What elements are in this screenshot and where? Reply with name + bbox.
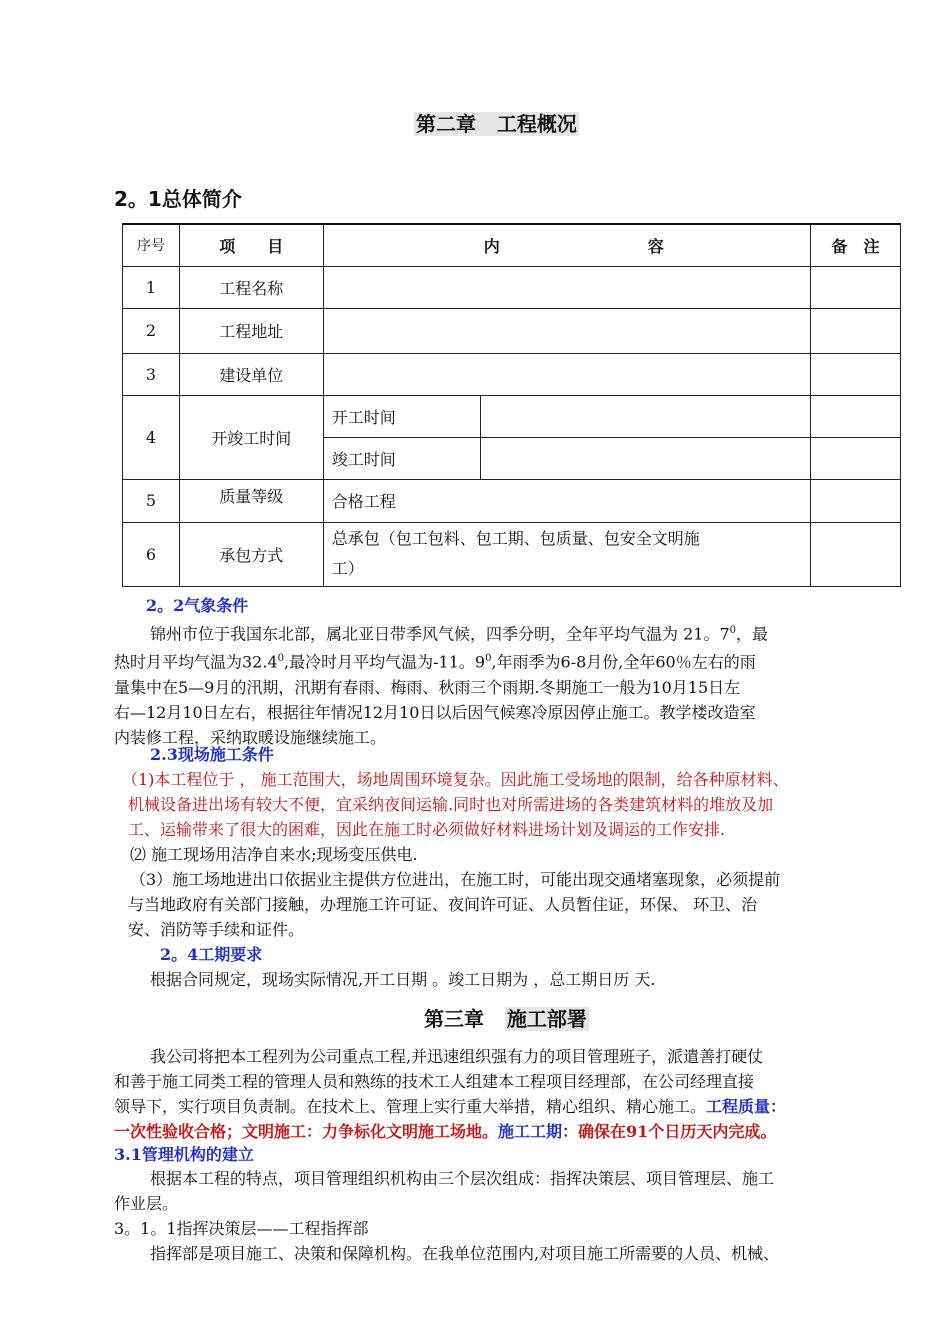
chapter-label: 第二章	[416, 112, 476, 136]
climate-text: ,年雨季为6-8月份,全年60％左右的雨	[491, 652, 756, 672]
climate-text: ，最	[736, 624, 769, 644]
row-content: 合格工程	[323, 479, 810, 522]
section-2-4-title: 2。4工期要求	[160, 945, 263, 964]
org-text: 根据本工程的特点，项目管理组织机构由三个层次组成：指挥决策层、项目管理层、施工	[150, 1169, 775, 1188]
row-content-line: 总承包（包工包料、包工期、包质量、包安全文明施	[331, 529, 700, 548]
climate-text: 内装修工程，采纳取暖设施继续施工。	[114, 727, 387, 747]
table-row	[123, 522, 901, 586]
section-2-2-title: 2。2气象条件	[146, 596, 249, 615]
intro-text: 和善于施工同类工程的管理人员和熟练的技术工人组建本工程项目经理部，在公司经理直接	[114, 1072, 755, 1091]
row-no: 3	[123, 353, 180, 395]
section-2-3-body	[114, 767, 914, 942]
table-row	[123, 395, 901, 437]
site-text: （3）施工场地进出口依据业主提供方位进出，在施工时，可能出现交通堵塞现象，必须提前	[130, 870, 781, 889]
org-text: 指挥部是项目施工、决策和保障机构。在我单位范围内,对项目施工所需要的人员、机械、	[150, 1244, 780, 1263]
degree-mark: 0	[277, 653, 285, 665]
row-sub-end-value	[480, 437, 811, 479]
section-2-3-title: 2.3现场施工条件	[150, 745, 274, 764]
row-content	[323, 308, 810, 353]
row-remark	[811, 308, 901, 353]
table-row	[123, 308, 901, 353]
chapter-3-title	[424, 1003, 589, 1032]
chapter-name: 工程概况	[496, 112, 577, 136]
chapter-2-title	[414, 108, 579, 137]
row-sub-end: 竣工时间	[323, 437, 480, 479]
row-no: 2	[123, 308, 180, 353]
row-item: 开竣工时间	[179, 395, 323, 479]
row-remark	[811, 479, 901, 522]
degree-mark: 0	[729, 625, 737, 636]
row-item: 建设单位	[179, 353, 323, 395]
quality-label: 工程质量：	[706, 1097, 787, 1116]
site-text: 安、消防等手续和证件。	[128, 920, 305, 939]
row-item: 质量等级	[179, 479, 323, 522]
intro-text: 领导下，实行项目负责制。在技术上、管理上实行重大举措，精心组织、精心施工。	[114, 1097, 707, 1116]
row-remark	[811, 266, 901, 308]
site-text-red: 工、运输带来了很大的困难，因此在施工时必须做好材料进场计划及调运的工作安排.	[128, 820, 726, 839]
period-label: 施工工期：	[498, 1122, 579, 1141]
row-no: 5	[123, 479, 180, 522]
chapter-name: 施工部署	[506, 1007, 587, 1031]
header-content	[323, 224, 810, 266]
subsection-3-1-1-title: 3。1。1指挥决策层——工程指挥部	[114, 1219, 369, 1238]
row-remark	[811, 522, 901, 586]
civil-value: 力争标化文明施工场地。	[322, 1122, 499, 1141]
row-remark	[811, 353, 901, 395]
row-content-line: 工）	[331, 559, 364, 578]
section-2-1-title: 2。1总体简介	[114, 187, 242, 211]
site-text-red: （1)本工程位于 ， 施工范围大，场地周围环境复杂。因此施工受场地的限制，给各种原材料、	[122, 770, 789, 789]
header-content-b: 容	[647, 236, 664, 256]
climate-text: ,最冷时月平均气温为-11。9	[284, 652, 486, 672]
climate-text: 锦州市位于我国东北部，属北亚日带季风气候，四季分明，全年平均气温为 21。7	[150, 624, 730, 644]
header-no: 序号	[123, 224, 180, 266]
deployment-intro	[114, 1044, 914, 1144]
row-no: 4	[123, 395, 180, 479]
site-text: ⑵ 施工现场用洁净自来水;现场变压供电.	[130, 845, 418, 864]
row-item: 工程地址	[179, 308, 323, 353]
row-no: 6	[123, 522, 180, 586]
row-sub-start-value	[480, 395, 811, 437]
quality-value: 一次性验收合格；文明施工：	[114, 1122, 323, 1141]
section-2-2-body	[114, 618, 914, 750]
table-row	[123, 353, 901, 395]
period-value: 确保在91个日历天内完成。	[578, 1122, 777, 1141]
table-row	[123, 479, 901, 522]
row-item: 承包方式	[179, 522, 323, 586]
section-3-1-body	[114, 1166, 914, 1266]
intro-text: 我公司将把本工程列为公司重点工程,并迅速组织强有力的项目管理班子，派遣善打硬仗	[150, 1047, 764, 1066]
org-text: 作业层。	[114, 1194, 179, 1213]
table-row	[123, 266, 901, 308]
overview-table	[122, 223, 901, 587]
climate-text: 右—12月10日左右，根据往年情况12月10日以后因气候寒冷原因停止施工。教学楼改造室	[114, 702, 756, 722]
row-sub-start: 开工时间	[323, 395, 480, 437]
header-remark: 备 注	[811, 224, 901, 266]
site-text: 与当地政府有关部门接触，办理施工许可证、夜间许可证、人员暂住证，环保、 环卫、治	[128, 895, 758, 914]
row-item: 工程名称	[179, 266, 323, 308]
section-3-1-title: 3.1管理机构的建立	[114, 1145, 254, 1164]
schedule-text: 根据合同规定，现场实际情况,开工日期 。竣工日期为 ，总工期日历 天.	[150, 970, 656, 989]
climate-text: 量集中在5—9月的汛期，汛期有春雨、梅雨、秋雨三个雨期.冬期施工一般为10月15日左	[114, 677, 741, 697]
header-content-a: 内	[483, 236, 500, 256]
chapter-label: 第三章	[424, 1007, 484, 1031]
row-content	[323, 353, 810, 395]
header-item: 项 目	[179, 224, 323, 266]
row-content	[323, 266, 810, 308]
site-text-red: 机械设备进出场有较大不便，宜采纳夜间运输.同时也对所需进场的各类建筑材料的堆放及加	[128, 795, 774, 814]
row-remark	[811, 437, 901, 479]
row-remark	[811, 395, 901, 437]
row-content	[323, 522, 810, 586]
row-no: 1	[123, 266, 180, 308]
climate-text: 热时月平均气温为32.4	[114, 652, 278, 672]
degree-mark: 0	[485, 653, 492, 665]
